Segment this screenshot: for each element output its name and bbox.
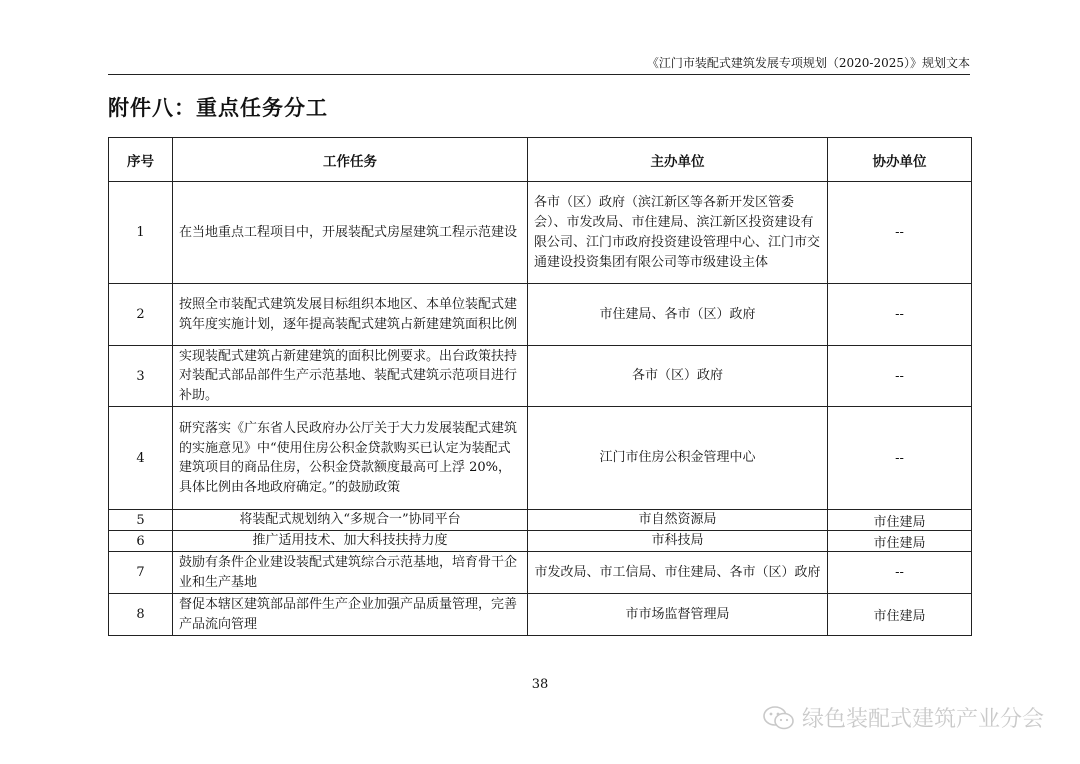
task-table [108, 137, 972, 636]
row-lead-unit: 市住建局、各市（区）政府 [528, 284, 828, 346]
row-lead-unit: 各市（区）政府（滨江新区等各新开发区管委会）、市发改局、市住建局、滨江新区投资建设有限公司、江门市政府投资建设管理中心、江门市交通建设投资集团有限公司等市级建设主体 [528, 182, 828, 284]
row-index: 1 [109, 182, 173, 284]
watermark [762, 702, 1044, 733]
row-co-unit: -- [828, 284, 972, 346]
row-index: 7 [109, 552, 173, 594]
row-lead-unit: 江门市住房公积金管理中心 [528, 407, 828, 510]
row-lead-unit: 市市场监督管理局 [528, 594, 828, 636]
header-co-unit: 协办单位 [828, 138, 972, 182]
row-index: 4 [109, 407, 173, 510]
page-title: 附件八：重点任务分工 [108, 96, 328, 120]
row-task: 实现装配式建筑占新建建筑的面积比例要求。出台政策扶持对装配式部品部件生产示范基地、装配式建筑示范项目进行补助。 [173, 346, 528, 407]
row-task: 研究落实《广东省人民政府办公厅关于大力发展装配式建筑的实施意见》中“使用住房公积金贷款购买已认定为装配式建筑项目的商品住房，公积金贷款额度最高可上浮 20%，具体比例由各地政府确定。”的鼓励政策 [173, 407, 528, 510]
table-row [109, 284, 972, 346]
row-lead-unit: 各市（区）政府 [528, 346, 828, 407]
header-index: 序号 [109, 138, 173, 182]
row-index: 8 [109, 594, 173, 636]
watermark-text: 绿色装配式建筑产业分会 [801, 707, 1044, 732]
row-co-unit: -- [828, 346, 972, 407]
row-index: 5 [109, 510, 173, 531]
wechat-icon [762, 705, 796, 731]
row-index: 6 [109, 531, 173, 552]
row-co-unit: 市住建局 [828, 531, 972, 552]
table-row [109, 531, 972, 552]
table-row [109, 594, 972, 636]
table-row [109, 552, 972, 594]
row-co-unit: -- [828, 407, 972, 510]
row-index: 3 [109, 346, 173, 407]
row-co-unit: -- [828, 182, 972, 284]
row-task: 在当地重点工程项目中，开展装配式房屋建筑工程示范建设 [173, 182, 528, 284]
header-task: 工作任务 [173, 138, 528, 182]
row-lead-unit: 市科技局 [528, 531, 828, 552]
document-header: 《江门市装配式建筑发展专项规划（2020-2025）》规划文本 [108, 54, 970, 75]
row-task: 将装配式规划纳入“多规合一”协同平台 [173, 510, 528, 531]
row-co-unit: 市住建局 [828, 510, 972, 531]
row-task: 督促本辖区建筑部品部件生产企业加强产品质量管理，完善产品流向管理 [173, 594, 528, 636]
table-row [109, 510, 972, 531]
table-row [109, 182, 972, 284]
row-co-unit: -- [828, 552, 972, 594]
row-task: 鼓励有条件企业建设装配式建筑综合示范基地，培育骨干企业和生产基地 [173, 552, 528, 594]
row-task: 按照全市装配式建筑发展目标组织本地区、本单位装配式建筑年度实施计划，逐年提高装配式建筑占新建建筑面积比例 [173, 284, 528, 346]
table-row [109, 346, 972, 407]
table-header-row [109, 138, 972, 182]
row-co-unit: 市住建局 [828, 594, 972, 636]
page-number: 38 [531, 677, 549, 692]
row-task: 推广适用技术、加大科技扶持力度 [173, 531, 528, 552]
row-lead-unit: 市自然资源局 [528, 510, 828, 531]
table-row [109, 407, 972, 510]
row-lead-unit: 市发改局、市工信局、市住建局、各市（区）政府 [528, 552, 828, 594]
header-lead-unit: 主办单位 [528, 138, 828, 182]
row-index: 2 [109, 284, 173, 346]
